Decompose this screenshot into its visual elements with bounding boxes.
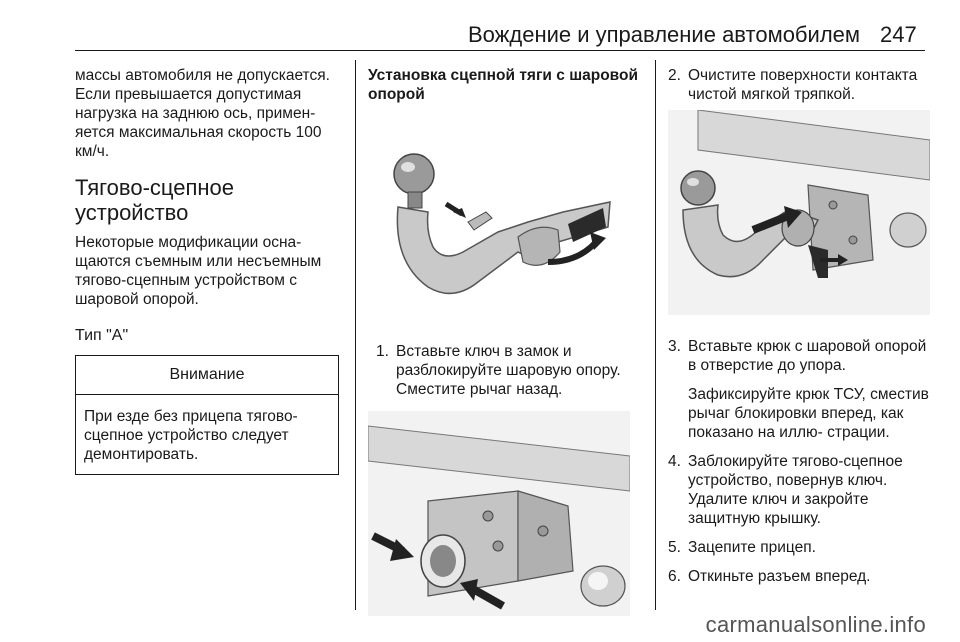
- steps-list-column-3b: [668, 337, 930, 586]
- watermark: carmanualsonline.info: [705, 612, 926, 637]
- towbar-insert-illustration: [668, 110, 930, 315]
- steps-list-column-2: [368, 342, 638, 399]
- step-text-continued: Зафиксируйте крюк ТСУ, сместив рычаг блокировки вперед, как показано на иллю- страции.: [688, 386, 929, 441]
- intro-paragraph: массы автомобиля не допускается. Если превышается допустимая нагрузка на заднюю ось, примен- яется максимальная скорость 100 км/ч.: [75, 67, 330, 160]
- list-item: [668, 452, 930, 528]
- list-item: [668, 66, 930, 104]
- header-divider: [75, 50, 925, 51]
- towbar-socket-illustration: [368, 411, 630, 616]
- list-item: [668, 538, 930, 557]
- column-1: [75, 66, 345, 475]
- section-heading: Тягово-сцепное устройство: [75, 175, 235, 225]
- step-text: Зацепите прицеп.: [688, 539, 816, 556]
- list-item: [668, 337, 930, 375]
- column-divider-1: [355, 60, 356, 610]
- section-paragraph: Некоторые модификации осна- щаются съемным или несъемным тягово-сцепным устройством с шаровой опорой.: [75, 234, 322, 308]
- step-number: 6.: [668, 568, 681, 585]
- towbar-unlock-illustration: [368, 112, 630, 322]
- step-text: Вставьте ключ в замок и разблокируйте шаровую опору. Сместите рычаг назад.: [396, 343, 621, 398]
- page-title: Вождение и управление автомобилем: [468, 22, 861, 47]
- step-number: 1.: [376, 343, 389, 360]
- list-item: [368, 342, 638, 399]
- step-number: 3.: [668, 338, 681, 355]
- step-number: 5.: [668, 539, 681, 556]
- column-divider-2: [655, 60, 656, 610]
- warning-text: При езде без прицепа тягово- сцепное устройство следует демонтировать.: [84, 408, 298, 463]
- column-2: [368, 66, 638, 616]
- list-item: [668, 567, 930, 586]
- page-number: 247: [880, 22, 917, 47]
- step-text: Очистите поверхности контакта чистой мягкой тряпкой.: [688, 67, 918, 103]
- warning-title: Внимание: [76, 356, 338, 395]
- steps-list-column-3a: [668, 66, 930, 104]
- type-heading: Тип "A": [75, 327, 129, 344]
- list-item: [668, 385, 930, 442]
- column-3: [668, 66, 930, 586]
- step-number: 2.: [668, 67, 681, 84]
- installation-heading: Установка сцепной тяги с шаровой опорой: [368, 67, 638, 103]
- step-text: Откиньте разъем вперед.: [688, 568, 871, 585]
- step-number: 4.: [668, 453, 681, 470]
- step-text: Заблокируйте тягово-сцепное устройство, повернув ключ. Удалите ключ и закройте защитную крышку.: [688, 453, 903, 527]
- step-text: Вставьте крюк с шаровой опорой в отверстие до упора.: [688, 338, 927, 374]
- warning-box: [75, 355, 339, 475]
